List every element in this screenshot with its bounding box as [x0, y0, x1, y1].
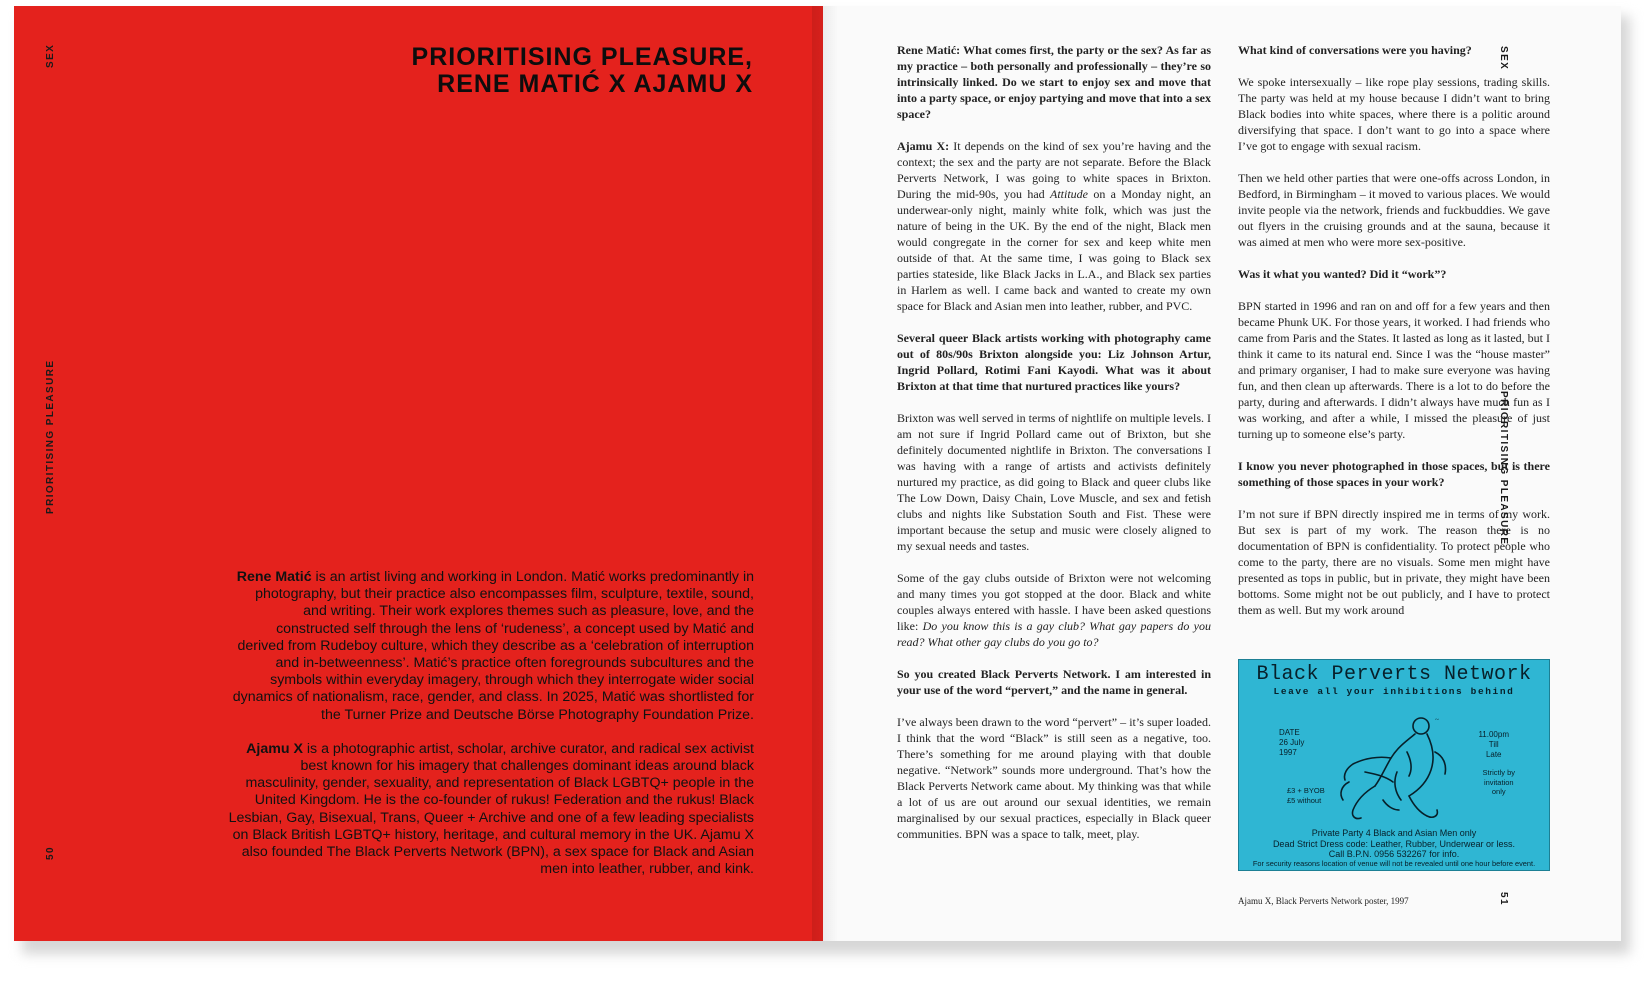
answer-2: Brixton was well served in terms of nightlife on multiple levels. I am not sure if Ingrid Pollard came out of Brixton, but she definitely documented nightlife in Brixton. The conversations I was having with a range of artists and activists definitely nurtured my practice, as did going to Black and queer clubs like The Low Down, Daisy Chain, Love Muscle, and sex and fetish clubs and nights like Substation South and Fist. These were important because the setup and music were closely aligned to my sexual needs and tastes. — [897, 411, 1211, 553]
poster-title: Black Perverts Network — [1256, 663, 1532, 686]
answer-1-text-b: on a Monday night, an underwear-only night, mainly white folk, which was just the nature of being in the UK. By the end of the night, Black men would congregate in the corner for sex and keep white men outside of that. At the same time, I was going to Black sex parties stateside, like Black Jacks in L.A., and Black sex parties in Harlem as well. I came back and wanted to create my own space for Black and Asian men into leather, rubber, and PVC. — [897, 187, 1211, 313]
left-page — [14, 6, 823, 941]
answer-3-text: Some of the gay clubs outside of Brixton were not welcoming and many times you got stopped at the door. Black and white couples always entered with hassle. I have been asked questions like: — [897, 571, 1211, 633]
bio-rene — [228, 569, 754, 724]
bio-ajamu — [228, 741, 754, 879]
bio-ajamu-name: Ajamu X — [246, 740, 303, 757]
left-page-number: 50 — [45, 846, 56, 860]
bio-ajamu-text: is a photographic artist, scholar, archive curator, and radical sex activist best known for his imagery that challenges dominant ideas around black masculinity, gender, sexuality, and representation of Black LGBTQ+ people in the United Kingdom. He is the co-founder of rukus! Federation and the rukus! Black Lesbian, Gay, Bisexual, Trans, Queer + Archive and one of a few leading specialists on Black British LGBTQ+ history, heritage, and cultural memory in the UK. Ajamu X also founded The Black Perverts Network (BPN), a sex space for Black and Asian men into leather, rubber, and kink. — [228, 740, 754, 878]
answer-1 — [897, 138, 1211, 314]
poster-time-start: 11.00pm — [1478, 730, 1509, 739]
question-1: Rene Matić: What comes first, the party or the sex? As far as my practice – both personally and professionally – they’re so intrinsically linked. Do we start to enjoy sex and move that into a party space, or enjoy partying and move that into a sex space? — [897, 43, 1211, 121]
speaker-ajamu: Ajamu X: — [897, 139, 950, 153]
answer-7: BPN started in 1996 and ran on and off for a few years and then became Phunk UK. For those years, it worked. I had friends who came from Paris and the States. It lasted as long as it lasted, but I think it came to its natural end. Since I was the “house master” and primary organiser, I had to make sure everyone was having fun, and then clean up afterwards. There is a lot to do before the party, during and afterwards. I didn’t always have much fun as I was working, and after a while, I missed the pleasure of just turning up to someone else’s party. — [1238, 299, 1550, 441]
question-3: So you created Black Perverts Network. I am interested in your use of the word “pervert,” and the name in general. — [897, 667, 1211, 697]
poster-tagline: Leave all your inhibitions behind — [1273, 686, 1515, 697]
title-line-2: RENE MATIĆ X AJAMU X — [437, 70, 753, 98]
poster-time-till: Till — [1488, 740, 1499, 749]
interview-column-2 — [1238, 42, 1550, 634]
right-page-number: 51 — [1498, 892, 1509, 906]
poster-info-3: Call B.P.N. 0956 532267 for info. — [1328, 849, 1460, 859]
poster-info-2: Dead Strict Dress code: Leather, Rubber, Underwear or less. — [1272, 838, 1516, 849]
answer-4: I’ve always been drawn to the word “pervert” – it’s super loaded. I think that the word “Black” is still seen as a negative, too. There’s something for me around playing with that double negative. “Network” sounds more underground. That’s how the Black Perverts Network came about. My thinking was that while a lot of us are out around our sexual identities, we remain marginalised by our sexual practices, especially in Black queer communities. BPN was a space to talk, meet, play. — [897, 715, 1211, 841]
poster-strict-2: invitation — [1483, 777, 1514, 787]
poster-time — [1478, 730, 1509, 760]
bios — [228, 569, 754, 895]
svg-text:~: ~ — [1435, 716, 1439, 724]
poster-date-year: 1997 — [1279, 748, 1297, 757]
poster-invitation-note — [1482, 768, 1515, 797]
left-section-label: PRIORITISING PLEASURE — [45, 359, 56, 514]
answer-8: I’m not sure if BPN directly inspired me in terms of my work. But sex is part of my work. The reason there is no documentation of BPN is confidentiality. To protect people who come to the party, there are no visuals. Some men might have presented as tops in public, but in private, they might have been bottoms. Some might not be out publicly, and I have to protect them as well. But my work around — [1238, 507, 1550, 617]
poster-info-1: Private Party 4 Black and Asian Men only — [1311, 828, 1477, 838]
poster-strict-1: Strictly by — [1482, 768, 1515, 777]
poster-date — [1279, 728, 1304, 758]
answer-3-italic: Do you know this is a gay club? What gay papers do you read? What other gay clubs do you go to? — [897, 619, 1211, 649]
poster-strict-3: only — [1491, 787, 1506, 796]
bio-rene-text: is an artist living and working in London. Matić works predominantly in photography, but their practice also encompasses film, sculpture, textile, sound, and writing. Their work explores themes such as pleasure, love, and the constructed self through the lens of ‘rudeness’, a concept used by Matić and derived from Rudeboy culture, which they describe as a ‘celebration of interruption and in-betweenness’. Matić’s practice often foregrounds subcultures and the symbols within everyday imagery, through which they interrogate wider social dynamics of nationalism, race, gender, and class. In 2025, Matić was shortlisted for the Turner Prize and Deutsche Börse Photography Foundation Prize. — [232, 569, 754, 723]
poster-price-1: £3 + BYOB — [1287, 786, 1325, 795]
title-line-1: PRIORITISING PLEASURE, — [411, 43, 753, 71]
question-5: Was it what you wanted? Did it “work”? — [1238, 267, 1447, 281]
right-running-head: SEX — [1498, 46, 1509, 71]
poster-price — [1287, 786, 1325, 805]
question-6: I know you never photographed in those spaces, but is there something of those spaces in your work? — [1238, 459, 1550, 489]
answer-5: We spoke intersexually – like rope play sessions, trading skills. The party was held at my house because I didn’t want to bring Black bodies into white spaces, where there is a politic around diversifying that space. I don’t want to go into a space where I’ve got to engage with sexual racism. — [1238, 75, 1550, 153]
poster-time-end: Late — [1485, 750, 1502, 759]
question-2: Several queer Black artists working with photography came out of 80s/90s Brixton alongside you: Liz Johnson Artur, Ingrid Pollard, Rotimi Fani Kayodi. What was it about Brixton at that time that nurtured practices like yours? — [897, 331, 1211, 393]
article-title — [412, 44, 753, 98]
interview-column-1 — [897, 42, 1211, 858]
poster-figure-illustration — [1335, 712, 1455, 824]
answer-6: Then we held other parties that were one-offs across London, in Bedford, in Birmingham – it moved to various places. We would invite people via the network, friends and fuckbuddies. We gave out flyers in the cruising grounds and at the sauna, because it was aimed at men who were more sex-positive. — [1238, 171, 1550, 249]
poster-security-note: For security reasons location of venue will not be revealed until one hour before event. — [1252, 859, 1536, 868]
poster-caption: Ajamu X, Black Perverts Network poster, 1997 — [1238, 896, 1409, 906]
right-section-label: PRIORITISING PLEASURE — [1498, 391, 1509, 546]
gutter-shade — [812, 6, 838, 941]
left-running-head: SEX — [45, 43, 56, 68]
bpn-poster — [1238, 659, 1550, 871]
attitude-italic: Attitude — [1050, 187, 1088, 201]
poster-info — [1239, 828, 1549, 860]
question-4: What kind of conversations were you having? — [1238, 43, 1472, 57]
answer-3 — [897, 570, 1211, 650]
poster-date-label: DATE — [1279, 728, 1300, 737]
answer-1-text-a: It depends on the kind of sex you’re having and the context; the sex and the party are not separate. Before the Black Perverts Network, I was going to white spaces in Brixton. During the mid-90s, you had — [897, 139, 1212, 201]
poster-date-value: 26 July — [1279, 738, 1305, 747]
bio-rene-name: Rene Matić — [236, 569, 312, 585]
poster-price-2: £5 without — [1287, 795, 1322, 805]
